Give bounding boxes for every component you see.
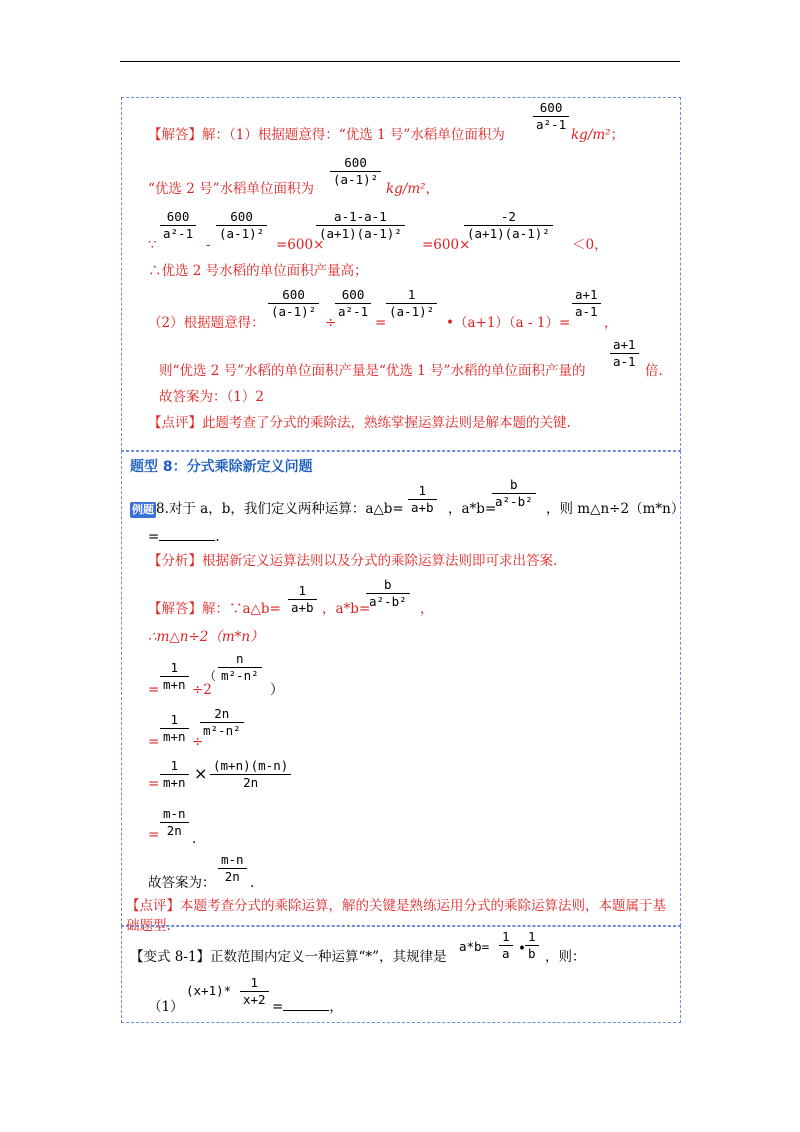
question-line xyxy=(130,500,404,518)
fraction xyxy=(216,209,267,242)
numerator: 1 xyxy=(525,929,539,946)
text: = xyxy=(272,999,284,1015)
inequality xyxy=(572,236,608,254)
text: ， xyxy=(420,601,434,617)
text: (x+1)* xyxy=(186,983,232,998)
fraction xyxy=(288,583,317,616)
numerator: 1 xyxy=(499,929,513,946)
page-header-rule xyxy=(120,61,680,62)
denominator: (a-1)² xyxy=(271,304,317,319)
text: 则“优选 2 号”水稻的单位面积产量是“优选 1 号”水稻的单位面积产量的 xyxy=(159,363,586,379)
answer-blank xyxy=(159,528,215,541)
text: ∴m△n÷2（m*n） xyxy=(148,629,264,645)
variant-box xyxy=(121,926,681,1023)
text: 故答案为： xyxy=(148,875,216,891)
text xyxy=(545,948,586,966)
numerator: m-n xyxy=(160,806,189,823)
step-equals xyxy=(148,733,159,751)
fraction xyxy=(268,287,319,320)
numerator: b xyxy=(366,577,410,594)
final-answer-line xyxy=(148,874,216,892)
numerator: 1 xyxy=(288,583,317,600)
denominator: (a+1)(a-1)² xyxy=(467,226,550,241)
numerator: 600 xyxy=(533,100,569,117)
denominator: 2n xyxy=(224,869,240,884)
denominator: a²-1 xyxy=(338,304,369,319)
numerator: 1 xyxy=(160,758,189,775)
minus-sign xyxy=(206,236,211,254)
numerator: 1 xyxy=(240,975,269,992)
text: • xyxy=(518,941,526,957)
text: . xyxy=(192,831,197,847)
text xyxy=(322,600,370,618)
comment-line xyxy=(148,414,571,432)
numerator: a+1 xyxy=(572,287,601,304)
fraction xyxy=(335,287,371,320)
text: ∵ xyxy=(148,237,157,253)
text: （ xyxy=(204,669,217,683)
denominator: a+b xyxy=(291,600,314,615)
denominator: 2n xyxy=(243,775,259,790)
numerator: 1 xyxy=(386,287,437,304)
text: = xyxy=(375,315,387,331)
text: ÷2 xyxy=(192,682,212,698)
numerator: b xyxy=(492,477,536,494)
answer-blank-line xyxy=(272,998,343,1016)
fraction xyxy=(240,975,269,1008)
numerator: 2n xyxy=(200,706,244,723)
times-sign xyxy=(194,765,207,783)
punct xyxy=(645,362,663,380)
paren-open xyxy=(204,667,216,685)
text: ， xyxy=(329,999,343,1015)
rule-lhs xyxy=(459,938,489,956)
numerator: -2 xyxy=(464,209,553,226)
therefore-line xyxy=(148,628,264,646)
numerator: 1 xyxy=(160,712,189,729)
denominator: a²-1 xyxy=(163,226,194,241)
punct: ， xyxy=(425,181,440,197)
text xyxy=(448,500,496,518)
text: ＜0， xyxy=(572,237,608,253)
fraction xyxy=(499,929,513,962)
fraction xyxy=(210,758,291,791)
text: 【变式 8-1】正数范围内定义一种运算“*”，其规律是 xyxy=(130,949,447,965)
denominator: x+2 xyxy=(243,992,266,1007)
punct: ； xyxy=(610,127,625,143)
text xyxy=(420,600,434,618)
text: =600× xyxy=(422,237,471,253)
denominator: m+n xyxy=(163,729,186,744)
fraction xyxy=(492,477,536,510)
solution-line-6 xyxy=(159,362,585,380)
example-badge: 例题 xyxy=(132,503,154,516)
punct xyxy=(250,874,254,892)
step-equals xyxy=(148,681,159,699)
text: ÷ xyxy=(192,734,204,750)
numerator: 1 xyxy=(408,483,437,500)
numerator: a+1 xyxy=(610,337,639,354)
text: “优选 2 号”水稻单位面积为 xyxy=(148,181,314,197)
fraction xyxy=(525,929,539,962)
text: ） xyxy=(270,682,284,698)
text: ， xyxy=(604,315,618,331)
text: （1） xyxy=(148,999,184,1015)
text: = xyxy=(148,827,160,843)
fraction xyxy=(160,758,189,791)
fraction xyxy=(610,337,639,370)
product xyxy=(446,314,570,332)
numerator: m-n xyxy=(218,852,247,869)
numerator: n xyxy=(218,651,262,668)
solution-line-5 xyxy=(148,314,265,332)
text: 【点评】本题考查分式的乘除运算，解的关键是熟练运用分式的乘除运算法则，本题属于基础题型. xyxy=(126,898,666,934)
fraction xyxy=(160,806,189,839)
analysis-line xyxy=(148,552,557,570)
text: 故答案为：（1）2 xyxy=(159,389,264,405)
denominator: m+n xyxy=(163,775,186,790)
denominator: a-1 xyxy=(613,354,636,369)
unit xyxy=(571,126,624,144)
numerator: (m+n)(m-n) xyxy=(210,758,291,775)
numerator: 1 xyxy=(160,660,189,677)
denominator: a²-b² xyxy=(495,494,533,509)
fraction xyxy=(218,651,262,684)
punct xyxy=(604,314,618,332)
fraction xyxy=(572,287,601,320)
expression xyxy=(186,982,231,1000)
text: ，则： xyxy=(545,949,586,965)
fraction xyxy=(160,209,196,242)
equals xyxy=(375,314,386,332)
fraction xyxy=(408,483,437,516)
text: （2）根据题意得： xyxy=(148,315,265,331)
numerator: 600 xyxy=(330,155,381,172)
fraction xyxy=(316,209,405,242)
unit-text: kg/m² xyxy=(386,181,426,197)
fraction xyxy=(366,577,410,610)
unit xyxy=(386,180,439,198)
text: •（a+1）（a - 1）= xyxy=(446,315,571,331)
fraction xyxy=(160,660,189,693)
sub-question-label xyxy=(148,998,184,1016)
denominator: a xyxy=(502,946,510,961)
denominator: a-1 xyxy=(575,304,598,319)
text: = xyxy=(148,776,160,792)
fraction xyxy=(386,287,437,320)
step-equals xyxy=(148,775,159,793)
text: ，则 m△n÷2（m*n） xyxy=(546,501,685,517)
denominator: (a-1)² xyxy=(389,304,435,319)
punct xyxy=(192,830,196,848)
numerator: 600 xyxy=(216,209,267,226)
text: =600× xyxy=(276,237,325,253)
text: = xyxy=(148,682,160,698)
text: ，a*b= xyxy=(448,501,497,517)
fraction xyxy=(200,706,244,739)
denominator: m²-n² xyxy=(203,723,241,738)
fraction xyxy=(330,155,381,188)
text: a*b= xyxy=(459,939,490,954)
answer-blank-line xyxy=(148,528,220,546)
text: 倍. xyxy=(645,363,663,379)
fraction xyxy=(160,712,189,745)
text: 【解答】解：（1）根据题意得：“优选 1 号”水稻单位面积为 xyxy=(148,127,505,143)
text: = xyxy=(148,734,160,750)
step-equals xyxy=(148,826,159,844)
text: ∴优选 2 号水稻的单位面积产量高； xyxy=(148,263,368,279)
denominator: a²-1 xyxy=(536,117,567,132)
answer-line xyxy=(148,600,281,618)
text: 8.对于 a，b，我们定义两种运算：a△b= xyxy=(156,501,404,517)
text: = xyxy=(148,529,160,545)
text: 【分析】根据新定义运算法则以及分式的乘除运算法则即可求出答案. xyxy=(148,553,558,569)
fraction xyxy=(218,852,247,885)
text: 【点评】此题考查了分式的乘除法，熟练掌握运算法则是解本题的关键. xyxy=(148,415,571,431)
numerator: 600 xyxy=(160,209,196,226)
solution-line-2 xyxy=(148,180,314,198)
denominator: (a-1)² xyxy=(219,226,265,241)
unit-text: kg/m² xyxy=(571,127,611,143)
solution-line-7 xyxy=(159,388,264,406)
denominator: b xyxy=(528,946,536,961)
text: × xyxy=(194,764,208,783)
numerator: 600 xyxy=(268,287,319,304)
text: . xyxy=(215,529,220,545)
text: . xyxy=(250,875,255,891)
denominator: a+b xyxy=(411,500,434,515)
answer-blank xyxy=(283,998,329,1011)
denominator: (a+1)(a-1)² xyxy=(319,226,402,241)
denominator: a²-b² xyxy=(369,594,407,609)
numerator: 600 xyxy=(335,287,371,304)
solution-line-4 xyxy=(148,262,368,280)
denominator: (a-1)² xyxy=(333,172,379,187)
section-title: 题型 8：分式乘除新定义问题 xyxy=(130,459,313,475)
paren-close xyxy=(270,681,284,699)
because-symbol xyxy=(148,236,157,254)
denominator: m+n xyxy=(163,677,186,692)
fraction xyxy=(533,100,569,133)
denominator: 2n xyxy=(166,823,182,838)
text: - xyxy=(206,237,211,253)
text: ，a*b= xyxy=(322,601,371,617)
denominator: m²-n² xyxy=(221,668,259,683)
variant-line xyxy=(130,948,447,966)
numerator: a-1-a-1 xyxy=(316,209,405,226)
text: 【解答】解：∵a△b= xyxy=(148,601,281,617)
text xyxy=(546,500,684,518)
solution-line-1 xyxy=(148,126,505,144)
fraction xyxy=(464,209,553,242)
text: ÷ xyxy=(325,315,337,331)
